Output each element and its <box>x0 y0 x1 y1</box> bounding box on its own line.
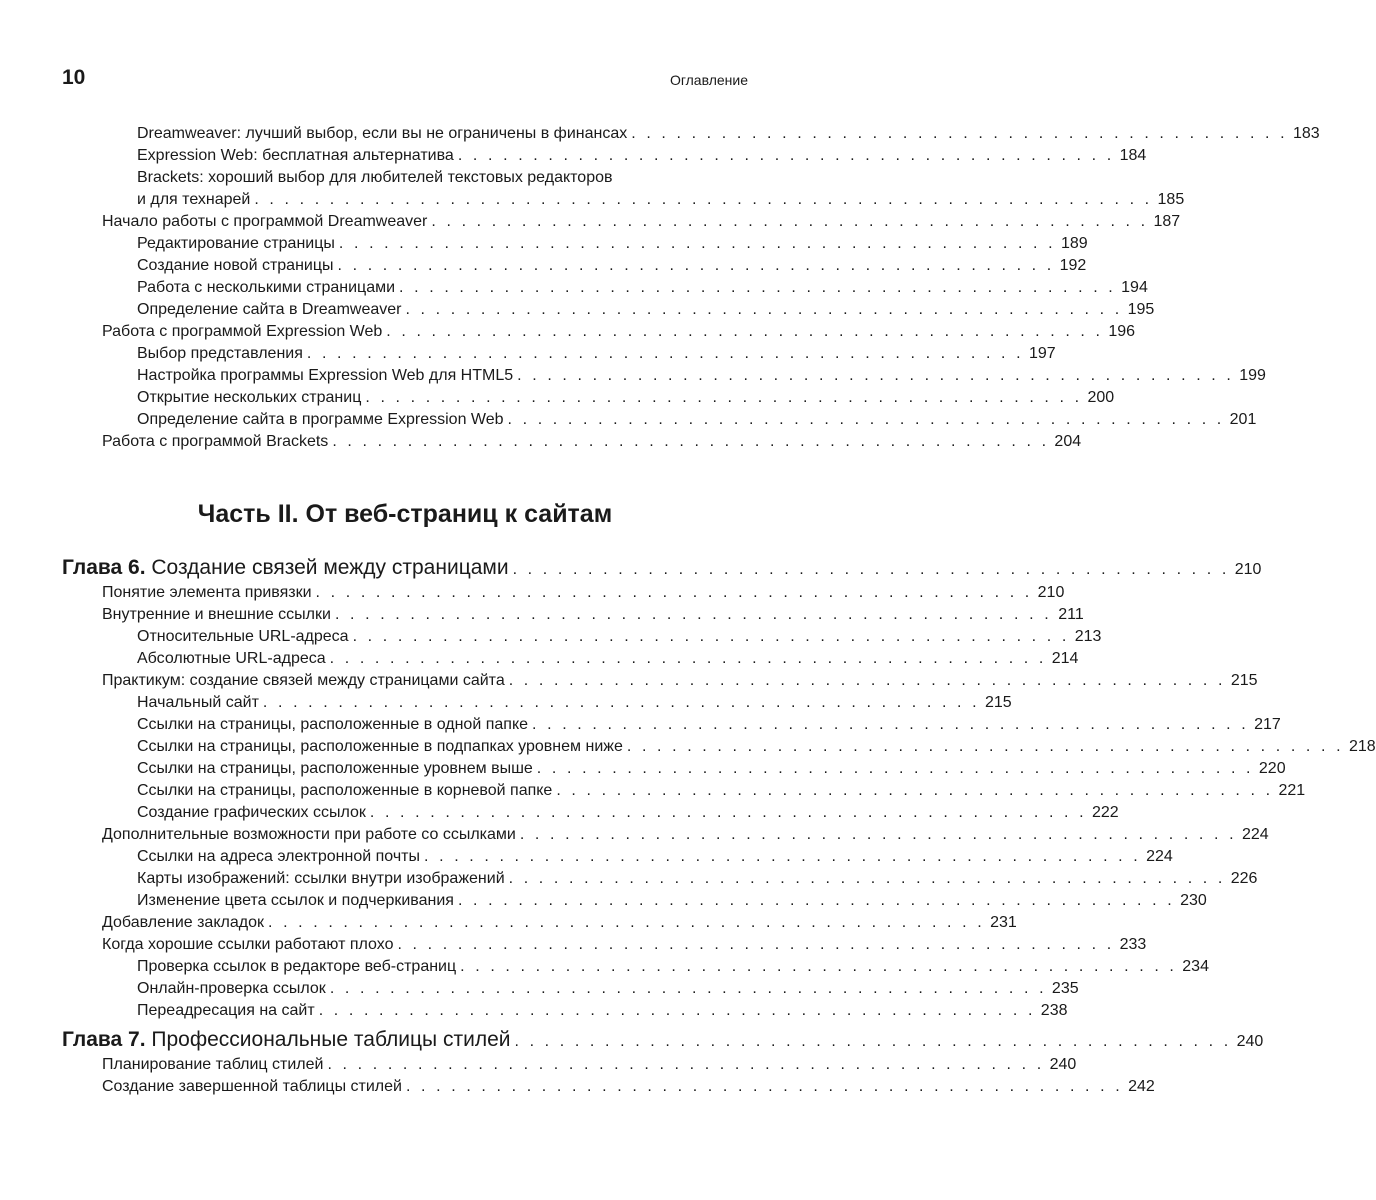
toc-entry[interactable]: Изменение цвета ссылок и подчеркивания . . . . . . . . . . . . . . . . . . . . . . . . . . . . . . . . . . . . . . . . . . . . . . . . 230 <box>137 892 1207 909</box>
toc-entry[interactable]: Работа с программой Brackets . . . . . . . . . . . . . . . . . . . . . . . . . . . . . . . . . . . . . . . . . . . . . . . . 204 <box>102 433 1082 450</box>
toc-entry[interactable]: Переадресация на сайт . . . . . . . . . . . . . . . . . . . . . . . . . . . . . . . . . . . . . . . . . . . . . . . . 238 <box>137 1002 1068 1019</box>
toc-entry[interactable]: Работа с несколькими страницами . . . . . . . . . . . . . . . . . . . . . . . . . . . . . . . . . . . . . . . . . . . . . . . . 194 <box>137 279 1148 296</box>
toc-entry[interactable]: Определение сайта в Dreamweaver . . . . . . . . . . . . . . . . . . . . . . . . . . . . . . . . . . . . . . . . . . . . . . . . 195 <box>137 301 1155 318</box>
toc-bottom <box>62 554 1376 1098</box>
page-header <box>62 66 748 96</box>
toc-entry[interactable]: Brackets: хороший выбор для любителей текстовых редакторов <box>137 169 613 186</box>
running-title: Оглавление <box>669 72 748 88</box>
toc-entry[interactable]: Карты изображений: ссылки внутри изображений . . . . . . . . . . . . . . . . . . . . . . . . . . . . . . . . . . . . . . . . . . . . . . . . 226 <box>137 870 1258 887</box>
toc-entry[interactable]: Открытие нескольких страниц . . . . . . . . . . . . . . . . . . . . . . . . . . . . . . . . . . . . . . . . . . . . . . . . 200 <box>137 389 1115 406</box>
toc-entry[interactable]: Работа с программой Expression Web . . . . . . . . . . . . . . . . . . . . . . . . . . . . . . . . . . . . . . . . . . . . . . . . 196 <box>102 323 1136 340</box>
toc-entry[interactable]: Создание новой страницы . . . . . . . . . . . . . . . . . . . . . . . . . . . . . . . . . . . . . . . . . . . . . . . . 192 <box>137 257 1087 274</box>
chapter-label: Глава 6. <box>62 556 146 579</box>
page-number: 10 <box>62 66 86 89</box>
toc-entry[interactable]: Добавление закладок . . . . . . . . . . . . . . . . . . . . . . . . . . . . . . . . . . . . . . . . . . . . . . . . 231 <box>102 914 1017 931</box>
toc-entry[interactable]: Dreamweaver: лучший выбор, если вы не ограничены в финансах . . . . . . . . . . . . . . . . . . . . . . . . . . . . . . . . . . . . . . . . . . . . 183 <box>137 125 1320 142</box>
toc-entry[interactable]: Практикум: создание связей между страницами сайта . . . . . . . . . . . . . . . . . . . . . . . . . . . . . . . . . . . . . . . . . . . . . . . . 215 <box>102 672 1258 689</box>
toc-entry[interactable]: Планирование таблиц стилей . . . . . . . . . . . . . . . . . . . . . . . . . . . . . . . . . . . . . . . . . . . . . . . . 240 <box>102 1056 1077 1073</box>
toc-entry[interactable]: Начальный сайт . . . . . . . . . . . . . . . . . . . . . . . . . . . . . . . . . . . . . . . . . . . . . . . . 215 <box>137 694 1012 711</box>
toc-entry[interactable]: Ссылки на адреса электронной почты . . . . . . . . . . . . . . . . . . . . . . . . . . . . . . . . . . . . . . . . . . . . . . . . 224 <box>137 848 1173 865</box>
toc-entry[interactable]: Проверка ссылок в редакторе веб-страниц . . . . . . . . . . . . . . . . . . . . . . . . . . . . . . . . . . . . . . . . . . . . . . . . 234 <box>137 958 1209 975</box>
toc-entry[interactable]: Определение сайта в программе Expression Web . . . . . . . . . . . . . . . . . . . . . . . . . . . . . . . . . . . . . . . . . . . . . . . . 201 <box>137 411 1257 428</box>
toc-entry[interactable]: Выбор представления . . . . . . . . . . . . . . . . . . . . . . . . . . . . . . . . . . . . . . . . . . . . . . . . 197 <box>137 345 1056 362</box>
toc-entry[interactable]: Настройка программы Expression Web для HTML5 . . . . . . . . . . . . . . . . . . . . . . . . . . . . . . . . . . . . . . . . . . . . . . . . 199 <box>137 367 1266 384</box>
toc-entry[interactable]: Понятие элемента привязки . . . . . . . . . . . . . . . . . . . . . . . . . . . . . . . . . . . . . . . . . . . . . . . . 210 <box>102 584 1065 601</box>
toc-entry[interactable]: Ссылки на страницы, расположенные в подпапках уровнем ниже . . . . . . . . . . . . . . . . . . . . . . . . . . . . . . . . . . . . . . . . . . . . . . . . 218 <box>137 738 1376 755</box>
toc-entry[interactable]: Создание графических ссылок . . . . . . . . . . . . . . . . . . . . . . . . . . . . . . . . . . . . . . . . . . . . . . . . 222 <box>137 804 1119 821</box>
toc-entry[interactable]: Редактирование страницы . . . . . . . . . . . . . . . . . . . . . . . . . . . . . . . . . . . . . . . . . . . . . . . . 189 <box>137 235 1088 252</box>
toc-entry[interactable]: Дополнительные возможности при работе со ссылками . . . . . . . . . . . . . . . . . . . . . . . . . . . . . . . . . . . . . . . . . . . . . . . . 224 <box>102 826 1269 843</box>
toc-entry[interactable]: и для технарей . . . . . . . . . . . . . . . . . . . . . . . . . . . . . . . . . . . . . . . . . . . . . . . . . . . . . . . . . . . . 185 <box>137 191 1185 208</box>
toc-chapter-7[interactable]: Глава 7. Профессиональные таблицы стилей . . . . . . . . . . . . . . . . . . . . . . . . . . . . . . . . . . . . . . . . . . . . . . . . 240 <box>62 1028 1264 1051</box>
toc-entry[interactable]: Внутренние и внешние ссылки . . . . . . . . . . . . . . . . . . . . . . . . . . . . . . . . . . . . . . . . . . . . . . . . 211 <box>102 606 1084 623</box>
toc-entry[interactable]: Ссылки на страницы, расположенные в корневой папке . . . . . . . . . . . . . . . . . . . . . . . . . . . . . . . . . . . . . . . . . . . . . . . . 221 <box>137 782 1306 799</box>
chapter-label: Глава 7. <box>62 1028 146 1051</box>
toc-entry[interactable]: Ссылки на страницы, расположенные уровнем выше . . . . . . . . . . . . . . . . . . . . . . . . . . . . . . . . . . . . . . . . . . . . . . . . 220 <box>137 760 1286 777</box>
toc-entry[interactable]: Абсолютные URL-адреса . . . . . . . . . . . . . . . . . . . . . . . . . . . . . . . . . . . . . . . . . . . . . . . . 214 <box>137 650 1079 667</box>
part-title: Часть II. От веб-страниц к сайтам <box>197 500 613 528</box>
toc-entry[interactable]: Создание завершенной таблицы стилей . . . . . . . . . . . . . . . . . . . . . . . . . . . . . . . . . . . . . . . . . . . . . . . . 242 <box>102 1078 1155 1095</box>
toc-entry[interactable]: Онлайн-проверка ссылок . . . . . . . . . . . . . . . . . . . . . . . . . . . . . . . . . . . . . . . . . . . . . . . . 235 <box>137 980 1079 997</box>
toc-entry[interactable]: Когда хорошие ссылки работают плохо . . . . . . . . . . . . . . . . . . . . . . . . . . . . . . . . . . . . . . . . . . . . . . . . 233 <box>102 936 1147 953</box>
toc-entry[interactable]: Относительные URL-адреса . . . . . . . . . . . . . . . . . . . . . . . . . . . . . . . . . . . . . . . . . . . . . . . . 213 <box>137 628 1102 645</box>
toc-entry[interactable]: Expression Web: бесплатная альтернатива . . . . . . . . . . . . . . . . . . . . . . . . . . . . . . . . . . . . . . . . . . . . 184 <box>137 147 1147 164</box>
toc-chapter-6[interactable]: Глава 6. Создание связей между страницами . . . . . . . . . . . . . . . . . . . . . . . . . . . . . . . . . . . . . . . . . . . . . . . . 210 <box>62 556 1262 579</box>
toc-entry[interactable]: Начало работы с программой Dreamweaver . . . . . . . . . . . . . . . . . . . . . . . . . . . . . . . . . . . . . . . . . . . . . . . . 187 <box>102 213 1181 230</box>
toc-entry[interactable]: Ссылки на страницы, расположенные в одной папке . . . . . . . . . . . . . . . . . . . . . . . . . . . . . . . . . . . . . . . . . . . . . . . . 217 <box>137 716 1281 733</box>
toc-top <box>62 123 1320 453</box>
